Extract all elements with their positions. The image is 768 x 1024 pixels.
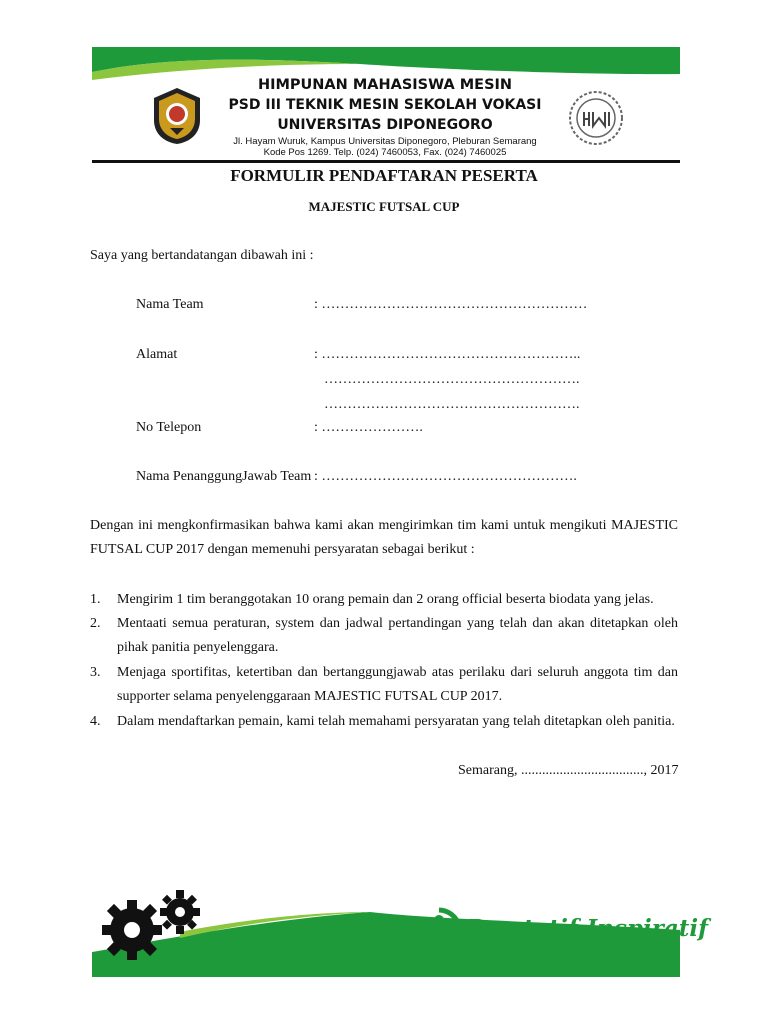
undip-emblem-icon: [150, 86, 204, 146]
confirmation-paragraph: Dengan ini mengkonfirmasikan bahwa kami akan mengirimkan tim kami untuk mengikuti MAJESTIC FUTSAL CUP 2017 dengan memenuhi persyaratan sebagai berikut :: [90, 518, 678, 557]
field-value-address-line3[interactable]: ……………………………………………….: [324, 397, 580, 412]
field-value-address-line1[interactable]: : ………………………………………………..: [314, 347, 581, 362]
place-date: Semarang, ..................................., 2017: [458, 763, 679, 778]
list-item-text: Menjaga sportifitas, ketertiban dan bertanggungjawab atas perilaku dari seluruh anggota tim dan supporter selama penyelenggaraan MAJESTIC FUTSAL CUP 2017.: [117, 665, 678, 704]
list-item-number: 2.: [90, 616, 101, 631]
list-item: [90, 661, 678, 709]
field-label-team-manager: Nama PenanggungJawab Team: [136, 469, 312, 484]
field-label-phone: No Telepon: [136, 420, 202, 435]
hmm-emblem-icon: [568, 90, 624, 146]
org-name-line1: HIMPUNAN MAHASISWA MESIN: [257, 77, 513, 93]
field-value-team-manager[interactable]: : ……………………………………………….: [314, 469, 577, 484]
field-value-address-line2[interactable]: ……………………………………………….: [324, 372, 580, 387]
brand-tagline: Prestatif-Inspiratif: [466, 915, 709, 942]
list-item: [90, 588, 678, 612]
list-item-number: 3.: [90, 665, 101, 680]
list-item: [90, 612, 678, 660]
field-value-team-name[interactable]: : …………………………………………………: [314, 297, 588, 312]
address-line1: Jl. Hayam Wuruk, Kampus Universitas Diponegoro, Pleburan Semarang: [233, 136, 537, 147]
list-item-text: Dalam mendaftarkan pemain, kami telah memahami persyaratan yang telah ditetapkan oleh panitia.: [117, 714, 675, 729]
form-subtitle: MAJESTIC FUTSAL CUP: [308, 199, 460, 214]
org-name-line2: PSD III TEKNIK MESIN SEKOLAH VOKASI: [228, 97, 542, 113]
gears-icon: [94, 886, 206, 966]
list-item-number: 4.: [90, 714, 101, 729]
list-item: [90, 710, 678, 734]
org-name-line3: UNIVERSITAS DIPONEGORO: [277, 117, 493, 133]
list-item-text: Mengirim 1 tim beranggotakan 10 orang pemain dan 2 orang official beserta biodata yang jelas.: [117, 592, 654, 607]
intro-text: Saya yang bertandatangan dibawah ini :: [90, 248, 314, 263]
field-value-phone[interactable]: : ………………….: [314, 420, 423, 435]
field-label-address: Alamat: [136, 347, 178, 362]
people-circle-icon: [414, 906, 464, 956]
form-title: FORMULIR PENDAFTARAN PESERTA: [230, 166, 538, 185]
address-line2: Kode Pos 1269. Telp. (024) 7460053, Fax. (024) 7460025: [263, 147, 507, 158]
list-item-text: Mentaati semua peraturan, system dan jadwal pertandingan yang telah dan akan ditetapkan oleh pihak panitia penyelenggara.: [117, 616, 678, 655]
list-item-number: 1.: [90, 592, 101, 607]
field-label-team-name: Nama Team: [136, 297, 204, 312]
